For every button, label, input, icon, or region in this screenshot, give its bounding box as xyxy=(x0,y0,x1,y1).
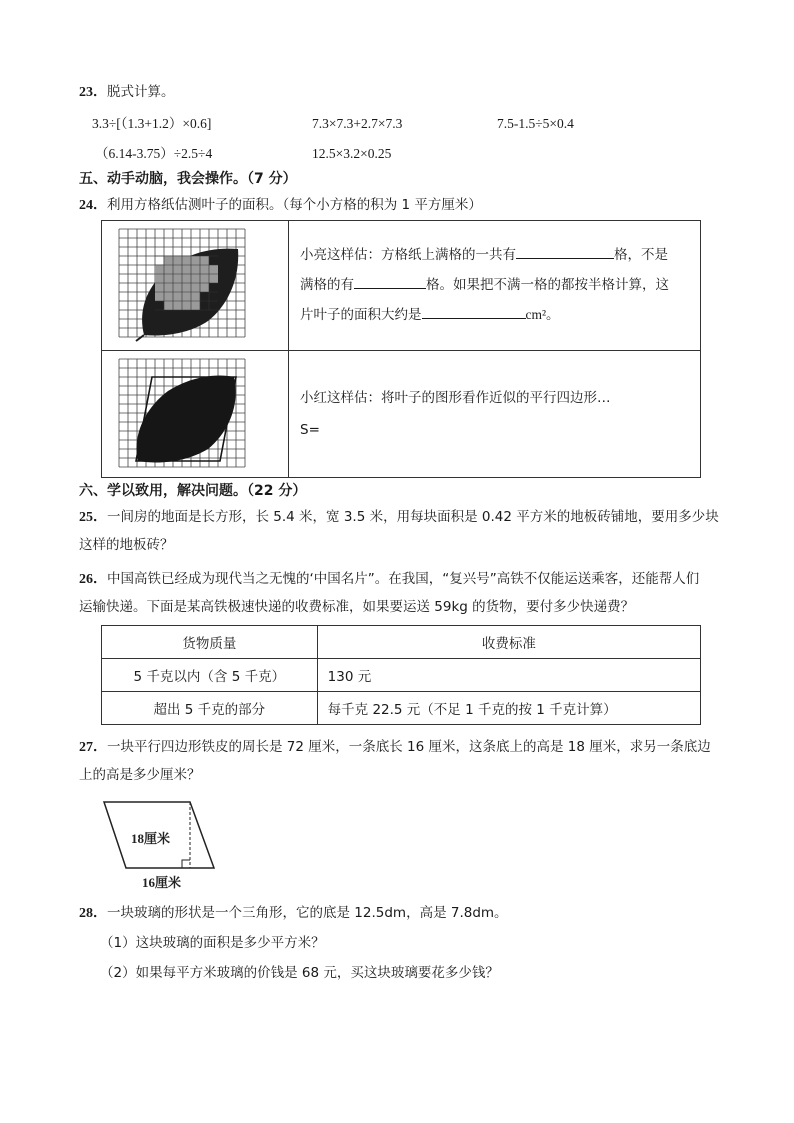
table-cell: 5 千克以内（含 5 千克） xyxy=(102,659,318,692)
leaf-shape xyxy=(136,376,235,463)
base-label: 16厘米 xyxy=(142,875,182,890)
q27-line-1 xyxy=(79,737,711,758)
question-number: 24． xyxy=(79,198,107,213)
leaf-grid-figure-2 xyxy=(116,357,250,473)
q26-line-2: 运输快递。下面是某高铁极速快递的收费标准，如果要运送 59kg 的货物，要付多少快递费？ xyxy=(79,599,635,615)
text: 格，不是 xyxy=(614,247,668,263)
fee-standard-table xyxy=(101,625,701,725)
table-header-cell: 收费标准 xyxy=(317,626,700,659)
parallelogram-figure xyxy=(96,798,226,894)
table-header-cell: 货物质量 xyxy=(102,626,318,659)
full-squares xyxy=(164,256,209,265)
section-heading-5: 五、动手动脑，我会操作。（7 分） xyxy=(79,171,297,187)
leaf-estimation-table xyxy=(101,220,701,478)
text: 片叶子的面积大约是 xyxy=(300,307,422,323)
expression-4: （6.14-3.75）÷2.5÷4 xyxy=(95,146,213,161)
leaf-grid-figure-1 xyxy=(116,227,250,343)
question-text: 一块平行四边形铁皮的周长是 72 厘米，一条底长 16 厘米，这条底上的高是 18 厘米，求另一条底边 xyxy=(107,739,711,755)
expression-1: 3.3÷[（1.3+1.2）×0.6] xyxy=(92,116,212,131)
q28-line-1 xyxy=(79,903,508,924)
table-divider xyxy=(102,350,700,351)
q25-line-1 xyxy=(79,507,719,528)
expression-3: 7.5-1.5÷5×0.4 xyxy=(497,116,574,131)
question-text: 一块玻璃的形状是一个三角形，它的底是 12.5dm，高是 7.8dm。 xyxy=(107,905,508,921)
q24-stem xyxy=(79,195,482,216)
unit-text: cm²。 xyxy=(525,307,560,322)
table-row xyxy=(102,692,701,725)
expression-2: 7.3×7.3+2.7×7.3 xyxy=(312,116,403,131)
full-squares xyxy=(155,292,200,301)
answer-blank[interactable] xyxy=(354,274,426,289)
xiaohong-line-2: S= xyxy=(300,422,320,438)
answer-blank[interactable] xyxy=(516,244,614,259)
question-number: 26． xyxy=(79,572,107,587)
table-header-row xyxy=(102,626,701,659)
section-heading-6: 六、学以致用，解决问题。（22 分） xyxy=(79,483,307,499)
q23-stem xyxy=(79,82,175,103)
q28-sub-2: （2）如果每平方米玻璃的价钱是 68 元，买这块玻璃要花多少钱？ xyxy=(100,965,499,981)
text: 小亮这样估：方格纸上满格的一共有 xyxy=(300,247,516,263)
xiaohong-line-1: 小红这样估：将叶子的图形看作近似的平行四边形… xyxy=(300,390,611,406)
question-text: 脱式计算。 xyxy=(107,84,175,100)
q25-line-2: 这样的地板砖？ xyxy=(79,537,174,553)
question-number: 25． xyxy=(79,510,107,525)
q26-line-1 xyxy=(79,569,699,590)
question-number: 27． xyxy=(79,740,107,755)
table-cell: 每千克 22.5 元（不足 1 千克的按 1 千克计算） xyxy=(317,692,700,725)
answer-blank[interactable] xyxy=(422,304,526,319)
table-divider xyxy=(288,221,289,477)
question-text: 一间房的地面是长方形，长 5.4 米，宽 3.5 米，用每块面积是 0.42 平方米的地板砖铺地，要用多少块 xyxy=(107,509,719,525)
table-cell: 130 元 xyxy=(317,659,700,692)
right-angle-mark xyxy=(182,860,190,868)
text: 格。如果把不满一格的都按半格计算，这 xyxy=(426,277,669,293)
q28-sub-1: （1）这块玻璃的面积是多少平方米？ xyxy=(100,935,325,951)
table-cell: 超出 5 千克的部分 xyxy=(102,692,318,725)
full-squares xyxy=(155,274,218,283)
xiaoliang-line-3 xyxy=(300,300,560,330)
question-text: 利用方格纸估测叶子的面积。（每个小方格的积为 1 平方厘米） xyxy=(107,197,482,213)
height-label: 18厘米 xyxy=(131,831,171,846)
text: 满格的有 xyxy=(300,277,354,293)
question-text: 中国高铁已经成为现代当之无愧的‘中国名片”。在我国，“复兴号”高铁不仅能运送乘客，还能帮人们 xyxy=(107,571,700,587)
full-squares xyxy=(155,265,218,274)
question-number: 28． xyxy=(79,906,107,921)
question-number: 23． xyxy=(79,85,107,100)
table-row xyxy=(102,659,701,692)
xiaoliang-line-2 xyxy=(300,270,669,300)
xiaoliang-line-1 xyxy=(300,240,668,270)
q27-line-2: 上的高是多少厘米？ xyxy=(79,767,201,783)
expression-5: 12.5×3.2×0.25 xyxy=(312,146,392,161)
